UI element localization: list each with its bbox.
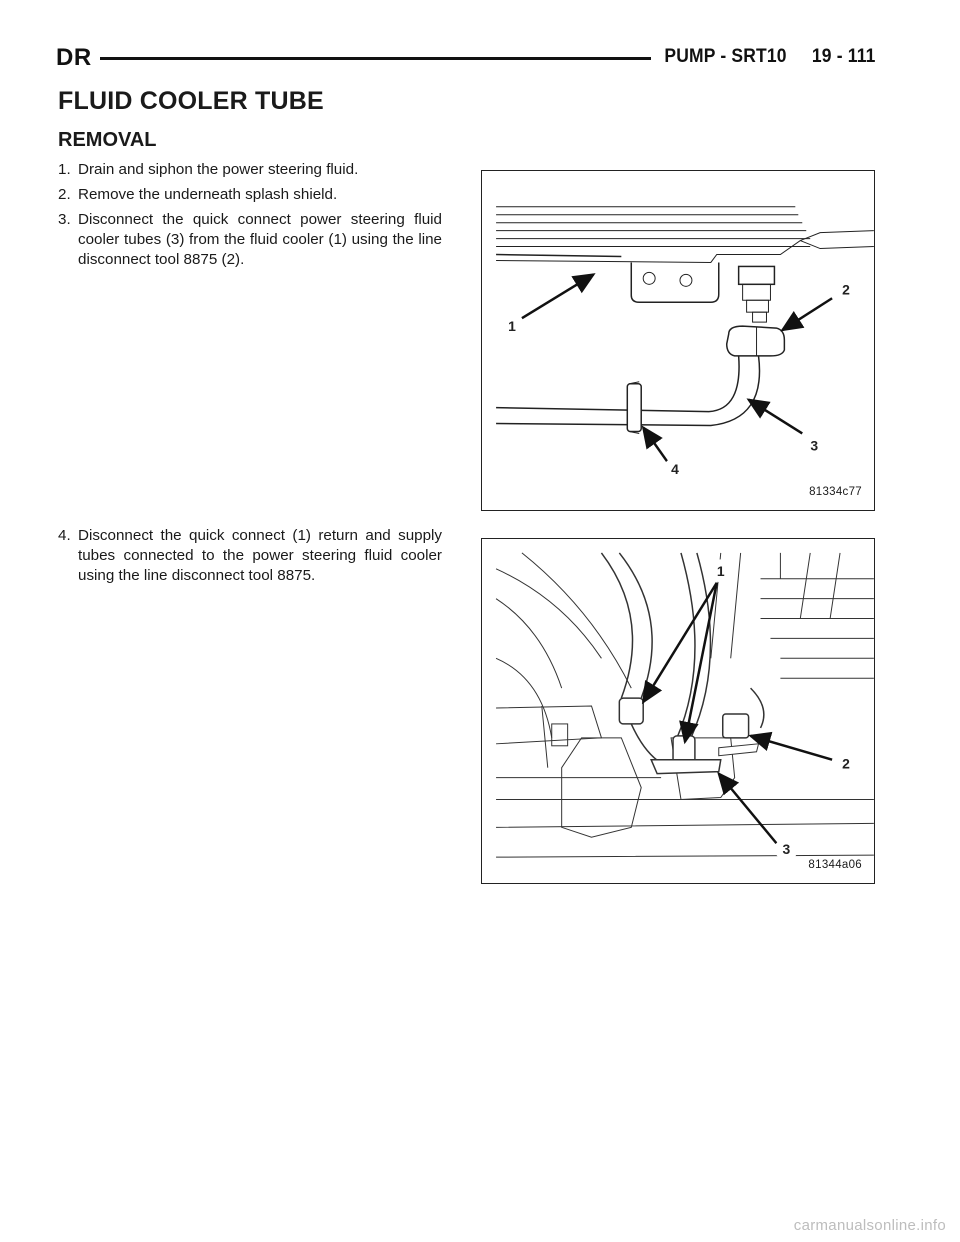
return-supply-tubes-illustration — [482, 539, 874, 883]
figure-caption: 81344a06 — [808, 859, 862, 871]
callout-arrow-3 — [719, 774, 777, 844]
callout-2: 2 — [842, 755, 850, 772]
header-rule — [100, 57, 651, 60]
watermark: carmanualsonline.info — [793, 1217, 946, 1234]
figure-cooler-tubes — [481, 170, 875, 511]
figure-return-supply-tubes — [481, 538, 875, 884]
callout-arrow-2 — [782, 298, 832, 330]
step-1 — [58, 160, 442, 180]
callout-arrow-4 — [643, 427, 667, 461]
header-section-page: PUMP - SRT10 19 - 111 — [664, 46, 876, 67]
callout-1: 1 — [716, 562, 725, 579]
step-number: 1. — [58, 161, 71, 178]
step-number: 2. — [58, 186, 71, 203]
step-number: 4. — [58, 527, 71, 544]
step-number: 3. — [58, 211, 71, 228]
callout-arrow-1 — [522, 274, 594, 318]
callout-1: 1 — [508, 318, 516, 335]
step-3 — [58, 210, 442, 270]
callout-3: 3 — [782, 841, 791, 858]
header-model-code: DR — [56, 44, 92, 71]
callout-3: 3 — [810, 437, 819, 454]
step-4 — [58, 526, 442, 586]
page-header — [56, 44, 876, 72]
section-heading: REMOVAL — [58, 129, 157, 151]
step-text: Drain and siphon the power steering fluid. — [78, 161, 359, 178]
callout-arrow-3 — [749, 400, 803, 434]
callout-2: 2 — [842, 281, 850, 298]
step-text: Disconnect the quick connect (1) return and supply tubes connected to the power steering fluid cooler using the line disconnect tool 8875. — [78, 527, 442, 584]
callout-arrow-2 — [751, 736, 833, 760]
step-2 — [58, 185, 442, 205]
figure-caption: 81334c77 — [809, 486, 862, 498]
step-text: Remove the underneath splash shield. — [78, 186, 338, 203]
callout-4: 4 — [671, 461, 679, 478]
step-text: Disconnect the quick connect power steering fluid cooler tubes (3) from the fluid cooler (1) using the line disconnect tool 8875 (2). — [78, 211, 442, 268]
page-title: FLUID COOLER TUBE — [58, 87, 324, 115]
cooler-tubes-illustration — [482, 171, 874, 510]
